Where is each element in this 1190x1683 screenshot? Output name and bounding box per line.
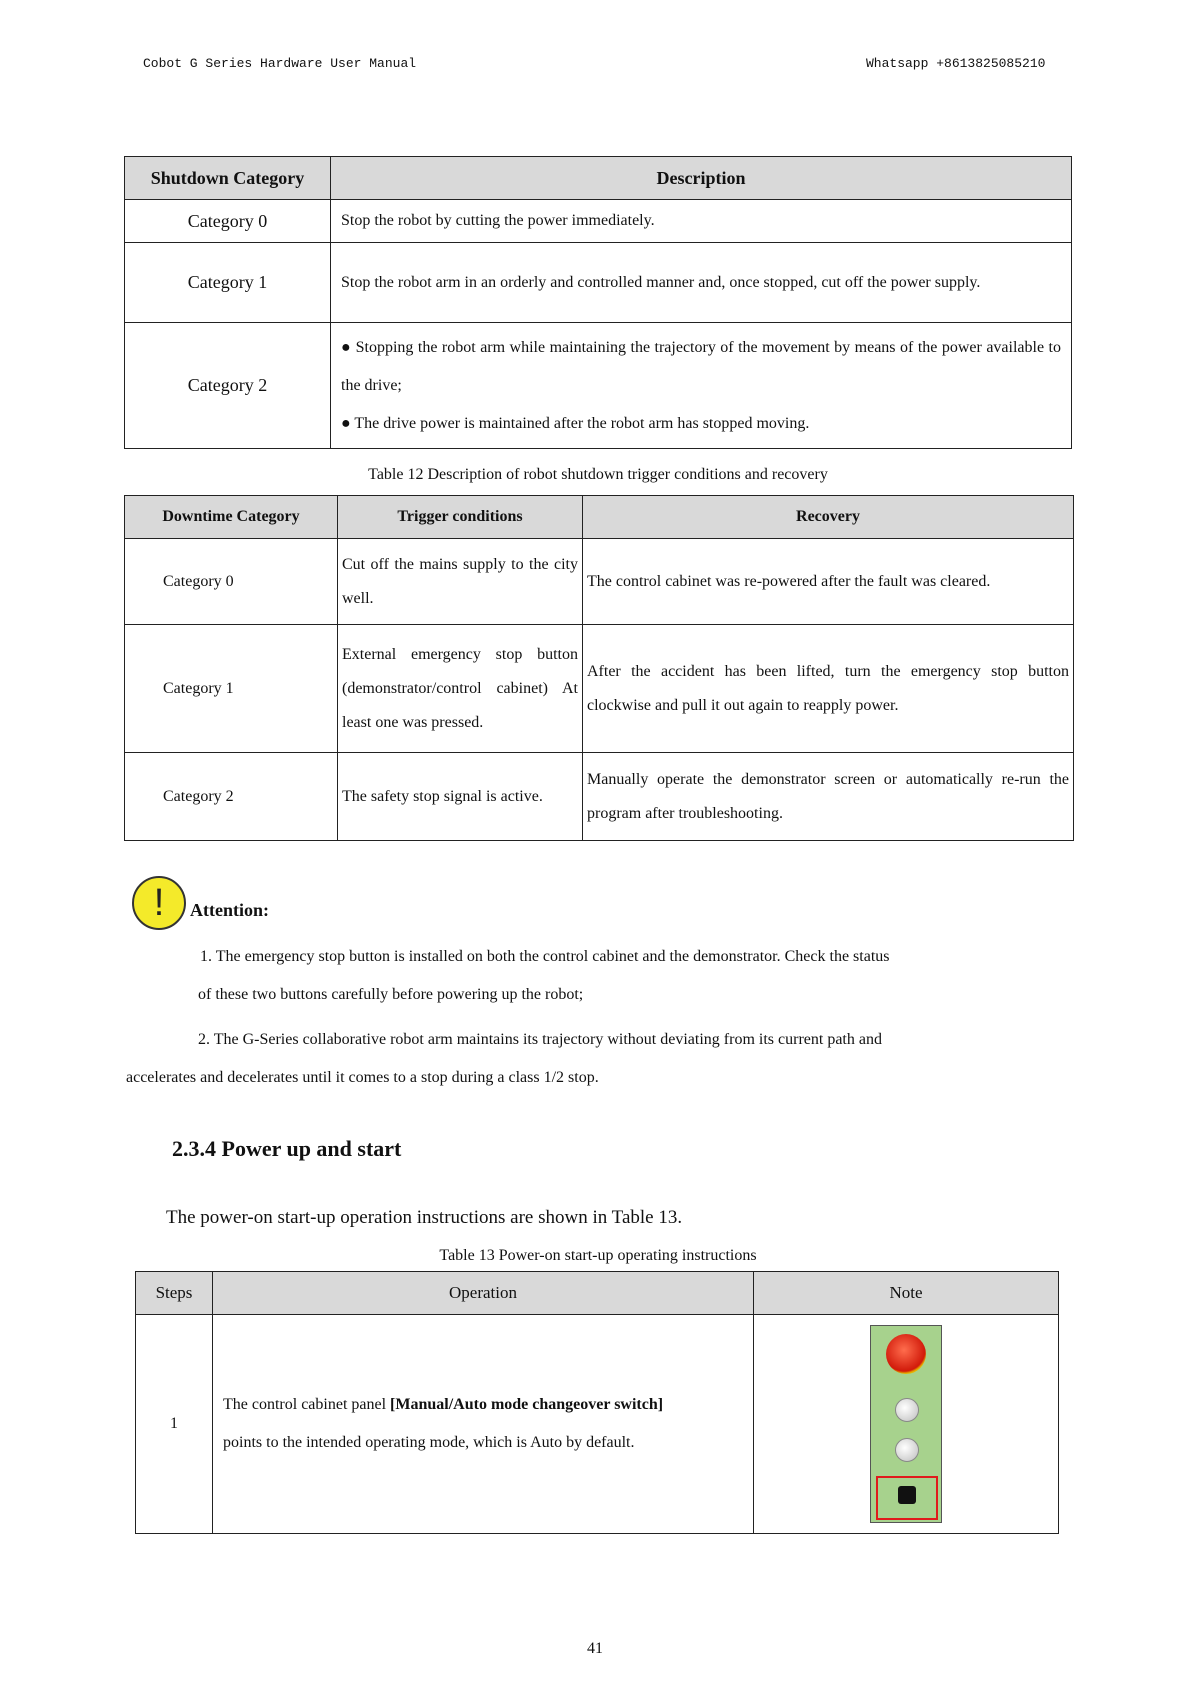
column-header: Shutdown Category	[125, 157, 331, 200]
section-heading: 2.3.4 Power up and start	[172, 1136, 402, 1161]
description-cell	[331, 323, 1072, 449]
table-caption: Table 13 Power-on start-up operating instructions	[439, 1247, 757, 1264]
switch-name: [Manual/Auto mode changeover switch]	[390, 1396, 664, 1413]
attention-item-1-cont: of these two buttons carefully before powering up the robot;	[198, 986, 584, 1003]
power-on-table	[135, 1271, 1059, 1534]
recovery-cell: After the accident has been lifted, turn the emergency stop button clockwise and pull it out again to reapply power.	[583, 625, 1074, 753]
recovery-cell: The control cabinet was re-powered after the fault was cleared.	[583, 539, 1074, 625]
running-header-title: Cobot G Series Hardware User Manual	[143, 56, 417, 71]
table-row	[136, 1315, 1059, 1534]
column-header: Downtime Category	[125, 496, 338, 539]
table-header-row	[136, 1272, 1059, 1315]
shutdown-category-table	[124, 156, 1072, 449]
category-cell: Category 2	[125, 323, 331, 449]
attention-title: Attention:	[190, 899, 269, 920]
table-header-row	[125, 157, 1072, 200]
attention-item-2-cont: accelerates and decelerates until it comes to a stop during a class 1/2 stop.	[126, 1069, 599, 1086]
intro-paragraph: The power-on start-up operation instructions are shown in Table 13.	[166, 1207, 683, 1228]
category-cell: Category 0	[125, 200, 331, 243]
table-row	[125, 323, 1072, 449]
description-cell: Stop the robot arm in an orderly and controlled manner and, once stopped, cut off the power supply.	[331, 243, 1072, 323]
category-cell: Category 0	[125, 539, 338, 625]
recovery-cell: Manually operate the demonstrator screen or automatically re-run the program after troubleshooting.	[583, 753, 1074, 841]
table-row	[125, 753, 1074, 841]
downtime-category-table	[124, 495, 1074, 841]
column-header: Note	[754, 1272, 1059, 1315]
table-row	[125, 625, 1074, 753]
attention-item-2: 2. The G-Series collaborative robot arm maintains its trajectory without deviating from its current path and	[198, 1031, 882, 1048]
operation-text-cont: points to the intended operating mode, which is Auto by default.	[223, 1434, 635, 1451]
emergency-stop-icon	[886, 1334, 926, 1374]
trigger-cell: External emergency stop button (demonstrator/control cabinet) At least one was pressed.	[338, 625, 583, 753]
status-lamp-icon	[895, 1398, 919, 1422]
operation-cell	[213, 1315, 754, 1534]
category-cell: Category 2	[125, 753, 338, 841]
description-cell: Stop the robot by cutting the power immediately.	[331, 200, 1072, 243]
table-row	[125, 243, 1072, 323]
attention-item-1: 1. The emergency stop button is installed on both the control cabinet and the demonstrator. Check the status	[200, 948, 890, 965]
step-cell: 1	[136, 1315, 213, 1534]
note-cell	[754, 1315, 1059, 1534]
mode-switch-highlight	[876, 1476, 938, 1520]
operation-text: The control cabinet panel	[223, 1396, 391, 1413]
table-row	[125, 200, 1072, 243]
table-header-row	[125, 496, 1074, 539]
column-header: Recovery	[583, 496, 1074, 539]
column-header: Trigger conditions	[338, 496, 583, 539]
power-lamp-icon	[895, 1438, 919, 1462]
bullet-item: ● The drive power is maintained after the robot arm has stopped moving.	[341, 414, 810, 432]
table-caption: Table 12 Description of robot shutdown trigger conditions and recovery	[368, 466, 828, 483]
column-header: Steps	[136, 1272, 213, 1315]
table-row	[125, 539, 1074, 625]
trigger-cell: Cut off the mains supply to the city well.	[338, 539, 583, 625]
category-cell: Category 1	[125, 243, 331, 323]
running-header-contact: Whatsapp +8613825085210	[866, 56, 1046, 71]
bullet-item: ● Stopping the robot arm while maintaining the trajectory of the movement by means of the power available to the drive;	[341, 338, 1061, 394]
attention-callout	[132, 876, 269, 930]
warning-icon: !	[132, 876, 186, 930]
trigger-cell: The safety stop signal is active.	[338, 753, 583, 841]
column-header: Description	[331, 157, 1072, 200]
page-number: 41	[587, 1640, 603, 1657]
control-panel-image	[870, 1325, 942, 1523]
mode-switch-icon	[898, 1486, 916, 1504]
category-cell: Category 1	[125, 625, 338, 753]
column-header: Operation	[213, 1272, 754, 1315]
